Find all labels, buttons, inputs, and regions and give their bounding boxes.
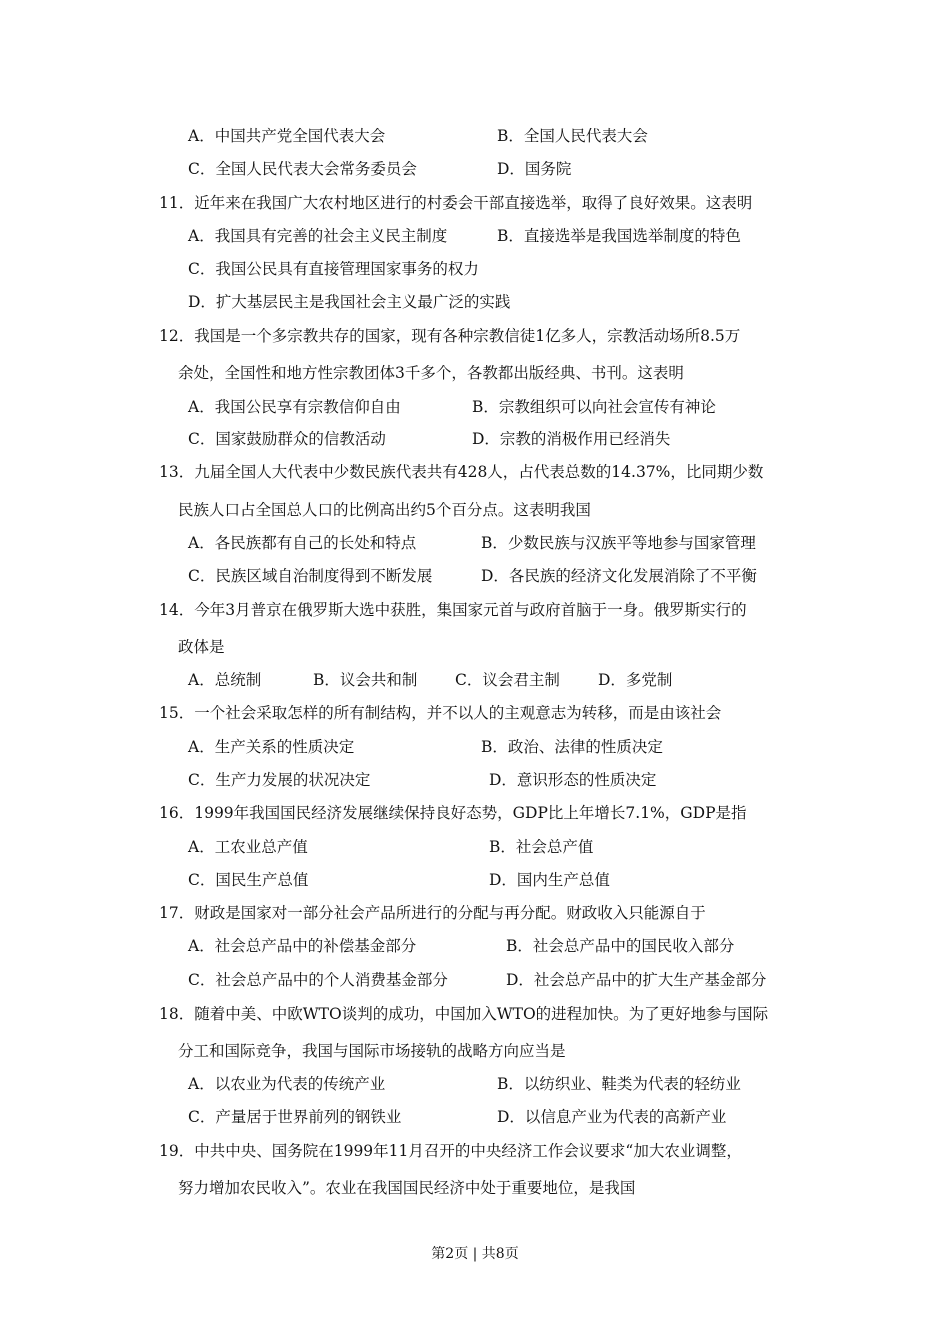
option-text: B．社会总产值 xyxy=(489,838,594,856)
option-text: A．总统制 xyxy=(188,671,262,689)
option-text: D．扩大基层民主是我国社会主义最广泛的实践 xyxy=(188,293,511,311)
option-text: C．议会君主制 xyxy=(455,671,560,689)
option-text: D．宗教的消极作用已经消失 xyxy=(472,430,671,448)
option-text: C．国家鼓励群众的信教活动 xyxy=(188,430,386,448)
question-text: 19．中共中央、国务院在1999年11月召开的中央经济工作会议要求“加大农业调整， xyxy=(159,1142,742,1160)
question-text: 15．一个社会采取怎样的所有制结构，并不以人的主观意志为转移，而是由该社会 xyxy=(159,704,722,722)
question-text: 17．财政是国家对一部分社会产品所进行的分配与再分配。财政收入只能源自于 xyxy=(159,904,706,922)
question-text: 12．我国是一个多宗教共存的国家，现有各种宗教信徒1亿多人，宗教活动场所8.5万 xyxy=(159,327,741,345)
option-text: A．社会总产品中的补偿基金部分 xyxy=(188,937,417,955)
question-text: 16．1999年我国国民经济发展继续保持良好态势，GDP比上年增长7.1%，GDP是指 xyxy=(159,804,747,822)
option-text: B．直接选举是我国选举制度的特色 xyxy=(497,227,741,245)
option-text: C．社会总产品中的个人消费基金部分 xyxy=(188,971,448,989)
option-text: D．各民族的经济文化发展消除了不平衡 xyxy=(481,567,757,585)
option-text: A．我国具有完善的社会主义民主制度 xyxy=(188,227,448,245)
option-text: A．各民族都有自己的长处和特点 xyxy=(188,534,417,552)
page-footer: 第2页 | 共8页 xyxy=(431,1246,519,1262)
option-text: B．议会共和制 xyxy=(313,671,418,689)
option-text: D．多党制 xyxy=(598,671,673,689)
option-text: D．意识形态的性质决定 xyxy=(489,771,657,789)
question-text: 18．随着中美、中欧WTO谈判的成功，中国加入WTO的进程加快。为了更好地参与国际 xyxy=(159,1005,769,1023)
option-text: A．以农业为代表的传统产业 xyxy=(188,1075,386,1093)
option-text: C．我国公民具有直接管理国家事务的权力 xyxy=(188,260,479,278)
option-text: D．国内生产总值 xyxy=(489,871,610,889)
option-text: B．以纺织业、鞋类为代表的轻纺业 xyxy=(497,1075,741,1093)
question-text: 民族人口占全国总人口的比例高出约5个百分点。这表明我国 xyxy=(178,501,591,519)
option-text: B．全国人民代表大会 xyxy=(497,127,648,145)
option-text: C．生产力发展的状况决定 xyxy=(188,771,371,789)
question-text: 余处，全国性和地方性宗教团体3千多个，各教都出版经典、书刊。这表明 xyxy=(178,364,684,382)
option-text: C．产量居于世界前列的钢铁业 xyxy=(188,1108,402,1126)
question-text: 政体是 xyxy=(178,638,225,656)
option-text: B．宗教组织可以向社会宣传有神论 xyxy=(472,398,716,416)
option-text: B．社会总产品中的国民收入部分 xyxy=(506,937,735,955)
option-text: C．全国人民代表大会常务委员会 xyxy=(188,160,417,178)
question-text: 11．近年来在我国广大农村地区进行的村委会干部直接选举，取得了良好效果。这表明 xyxy=(159,194,753,212)
option-text: A．工农业总产值 xyxy=(188,838,308,856)
question-text: 13．九届全国人大代表中少数民族代表共有428人，占代表总数的14.37%，比同期少数 xyxy=(159,463,764,481)
option-text: A．中国共产党全国代表大会 xyxy=(188,127,386,145)
question-text: 分工和国际竞争，我国与国际市场接轨的战略方向应当是 xyxy=(178,1042,566,1060)
option-text: C．民族区域自治制度得到不断发展 xyxy=(188,567,433,585)
option-text: D．国务院 xyxy=(497,160,572,178)
question-text: 14．今年3月普京在俄罗斯大选中获胜，集国家元首与政府首脑于一身。俄罗斯实行的 xyxy=(159,601,747,619)
option-text: B．少数民族与汉族平等地参与国家管理 xyxy=(481,534,756,552)
option-text: A．生产关系的性质决定 xyxy=(188,738,355,756)
option-text: B．政治、法律的性质决定 xyxy=(481,738,663,756)
option-text: D．以信息产业为代表的高新产业 xyxy=(497,1108,727,1126)
option-text: C．国民生产总值 xyxy=(188,871,309,889)
option-text: D．社会总产品中的扩大生产基金部分 xyxy=(506,971,767,989)
option-text: A．我国公民享有宗教信仰自由 xyxy=(188,398,401,416)
question-text: 努力增加农民收入”。农业在我国国民经济中处于重要地位，是我国 xyxy=(178,1179,636,1197)
